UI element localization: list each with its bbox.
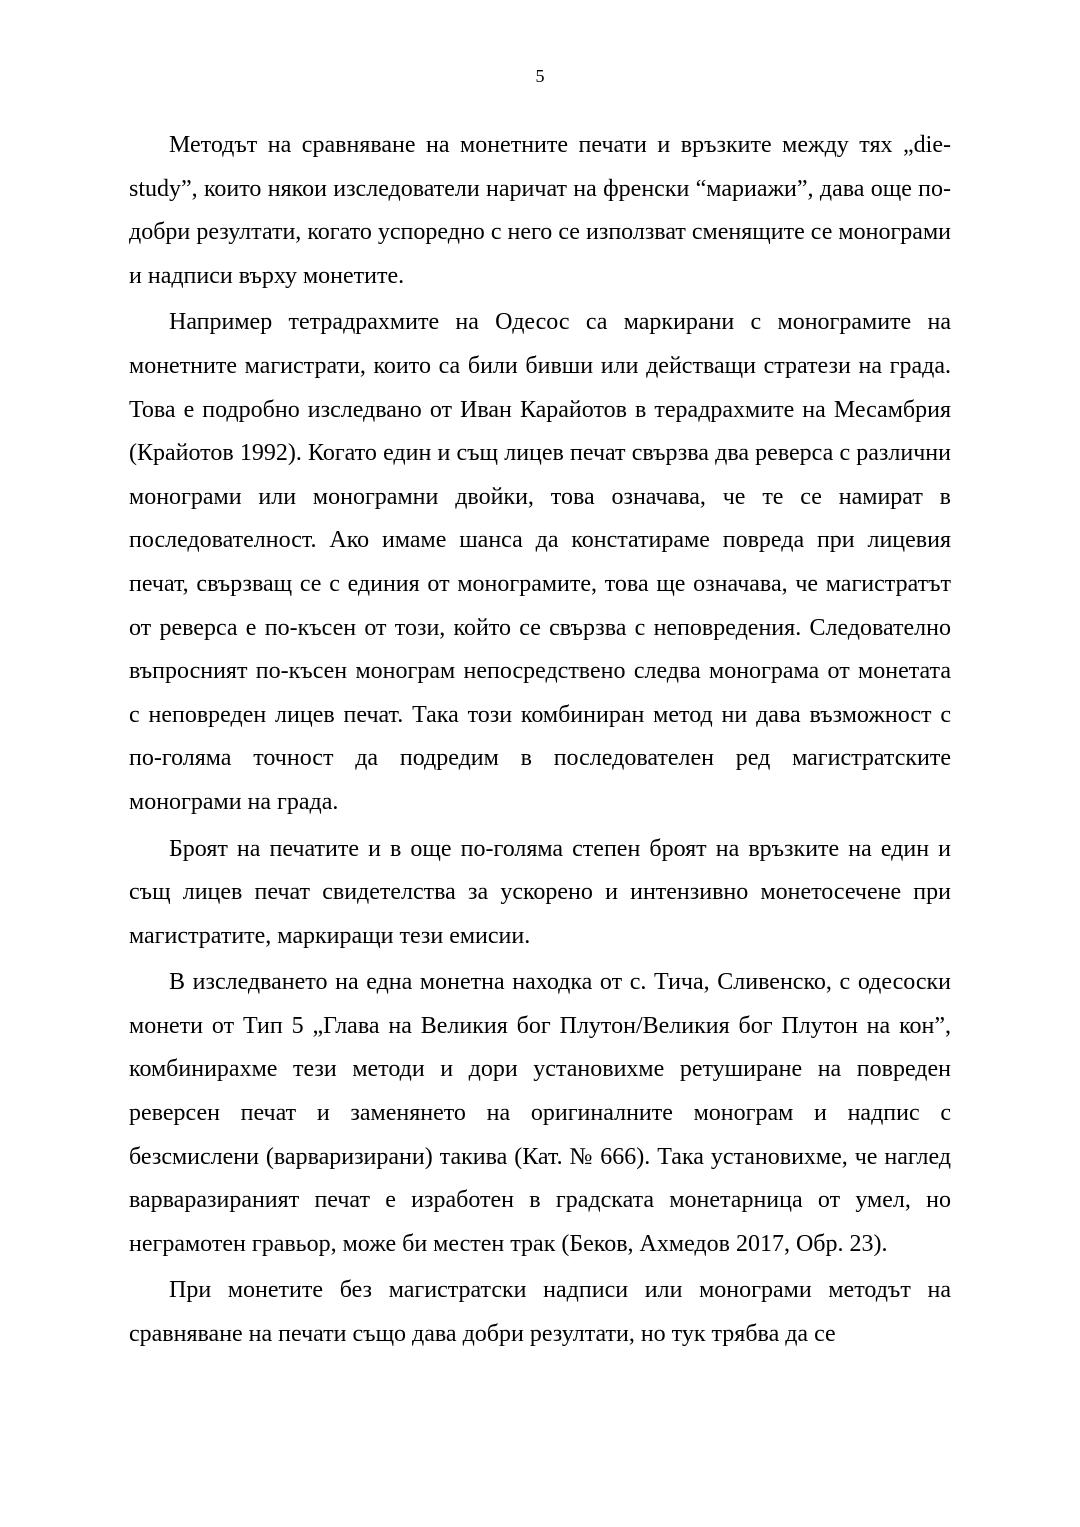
body-text <box>129 124 951 1360</box>
paragraph-coins-without-inscriptions: При монетите без магистратски надписи или монограми методът на сравняване на печати също дава добри резултати, но тук трябва да се <box>129 1277 951 1348</box>
paragraph-ticha-hoard: В изследването на една монетна находка от с. Тича, Сливенско, с одесоски монети от Тип 5 „Глава на Великия бог Плутон/Великия бог Плутон на кон”, комбинирахме тези методи и дори установихме ретуширане на повреден реверсен печат и заменянето на оригиналните монограм и надпис с безсмислени (варваризирани) такива (Кат. № 666). Така установихме, че наглед варваразираният печат е изработен в градската монетарница от умел, но неграмотен гравьор, може би местен трак (Беков, Ахмедов 2017, Обр. 23). <box>129 969 951 1257</box>
page-number: 5 <box>535 66 545 86</box>
paragraph-die-study-method: Методът на сравняване на монетните печати и връзките между тях „die-study”, които някои изследователи наричат на френски “мариажи”, дава още по-добри резултати, когато успоредно с него се използват сменящите се монограми и надписи върху монетите. <box>129 132 951 289</box>
paragraph-odessos-tetradrachms: Например тетрадрахмите на Одесос са маркирани с монограмите на монетните магистрати, които са били бивши или действащи стратези на града. Това е подробно изследвано от Иван Карайотов в терадрахмите на Месамбрия (Крайотов 1992). Когато един и същ лицев печат свързва два реверса с различни монограми или монограмни двойки, това означава, че те се намират в последователност. Ако имаме шанса да констатираме повреда при лицевия печат, свързващ се с единия от монограмите, това ще означава, че магистратът от реверса е по-късен от този, който се свързва с неповредения. Следователно въпросният по-късен монограм непосредствено следва монограма от монетата с неповреден лицев печат. Така този комбиниран метод ни дава възможност с по-голяма точност да подредим в последователен ред магистратските монограми на града. <box>129 309 951 815</box>
paragraph-die-count: Броят на печатите и в още по-голяма степен броят на връзките на един и същ лицев печат свидетелства за ускорено и интензивно монетосечене при магистратите, маркиращи тези емисии. <box>129 835 951 949</box>
